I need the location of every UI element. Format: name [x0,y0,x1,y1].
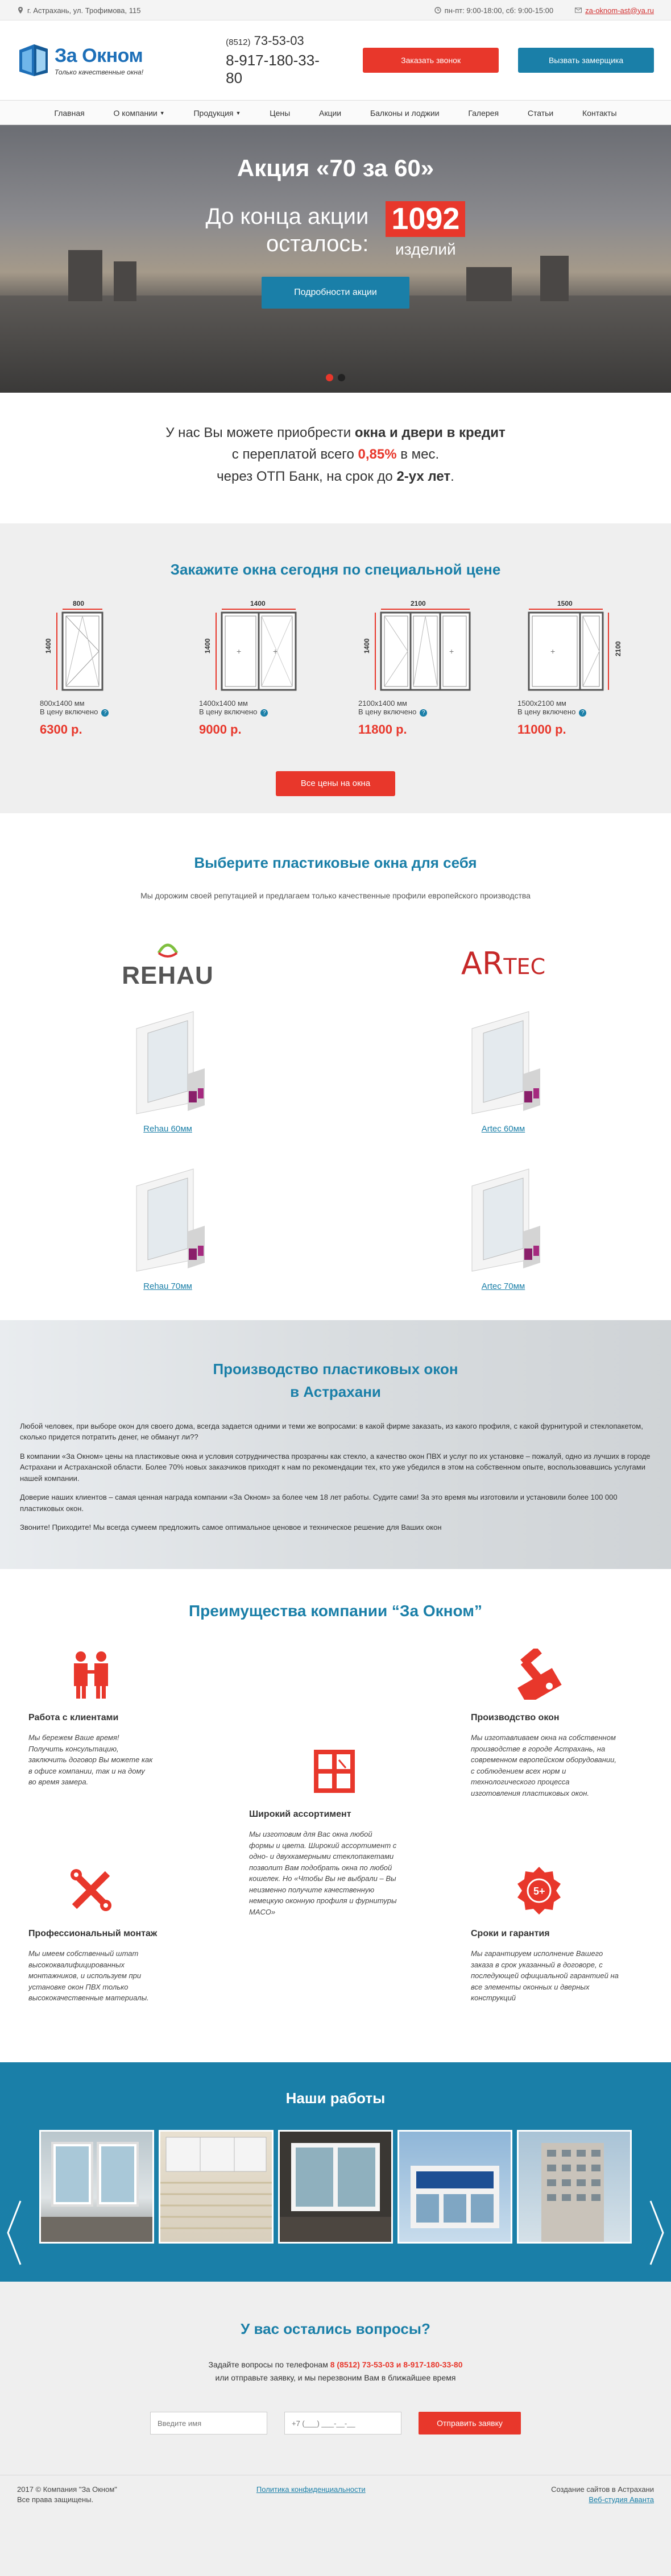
production-section [0,1320,671,1569]
rehau-logo: REHAU [54,932,281,994]
footer [0,2475,671,2576]
advantage-assortment: Широкий ассортимент Мы изготовим для Вас окна любой формы и цвета. Широкий ассортимент с одно- и двухкамерными стеклопакетами позволит Вам подобрать окна по любой кошелек. Но «Чтобы Вы не выбрали – Вы неизменно получите качественную немецкую оконную профиля и фурнитуры MACO» [249,1745,397,1917]
profile-link-rehau-70[interactable]: Rehau 70мм [143,1281,192,1291]
promo-counter: 1092 [386,201,465,237]
choose-title: Выберите пластиковые окна для себя [194,854,477,871]
privacy-policy-link[interactable]: Политика конфиденциальности [256,2485,366,2494]
location-pin-icon [17,7,24,14]
window-2-leaf-icon [199,599,313,696]
advantages-title: Преимущества компании “За Окном” [189,1602,482,1620]
email-link[interactable] [575,6,654,15]
svg-text:2100: 2100 [411,600,426,607]
offer-price: 11800 р. [358,722,407,736]
advantage-production: Производство окон Мы изготавливаем окна на собственном производстве в городе Астрахань, на современном европейском оборудовании, с соблюдением всех норм и технологического процесса изготовления пластиковых окон. [471,1649,619,1799]
window-logo-icon [17,42,50,78]
chevron-right-icon[interactable] [648,2199,665,2267]
send-request-button[interactable]: Отправить заявку [419,2412,521,2434]
clock-icon [434,7,441,14]
phone-code: (8512) [226,38,251,47]
nav-home[interactable]: Главная [54,109,85,118]
phone-1[interactable]: 73-53-03 [254,34,304,48]
rehau-swoosh-icon [156,937,179,960]
window-1-leaf-icon [40,599,154,696]
copyright: 2017 © Компания "За Окном" Все права защищены. [17,2485,117,2504]
info-icon[interactable]: ? [579,709,586,717]
name-input[interactable] [150,2412,267,2434]
svg-text:1500: 1500 [557,600,573,607]
caret-down-icon: ▼ [235,110,241,116]
works-title: Наши работы [285,2090,386,2107]
profile-image [54,1006,281,1120]
offer-card[interactable]: 1500 2100 + 1500x2100 мм В цену включено ? 11000 р. [517,599,631,737]
svg-text:+: + [550,647,556,656]
profile-link-rehau-60[interactable]: Rehau 60мм [143,1124,192,1134]
svg-text:1400: 1400 [363,638,371,654]
promo-title: Акция «70 за 60» [237,155,434,181]
developer-link[interactable]: Веб-студия Аванта [589,2495,654,2504]
call-measurer-button[interactable]: Вызвать замерщика [518,48,654,73]
window-3-leaf-icon [358,599,472,696]
slider-dot-active[interactable] [326,374,333,381]
svg-text:800: 800 [73,600,85,607]
nav-products[interactable]: Продукция ▼ [193,109,241,118]
order-call-button[interactable]: Заказать звонок [363,48,499,73]
svg-text:+: + [237,647,242,656]
handshake-icon [68,1649,114,1700]
profile-image [390,1006,617,1120]
promo-counter-units: изделий [395,240,456,259]
offer-price: 6300 р. [40,722,82,736]
svg-text:+: + [449,647,454,656]
questions-section: У вас остались вопросы? Задайте вопросы по телефонам 8 (8512) 73-53-03 и 8-917-180-33-80 или отправьте заявку, и мы перезвоним Вам в ближайшее время Введите имя +7 (___) ___-__-__ Отправить заявку [0,2282,671,2475]
svg-text:2100: 2100 [614,641,622,656]
header [0,20,671,100]
advantage-warranty: 5+ Сроки и гарантия Мы гарантируем исполнение Вашего заказа в срок указанный в договоре, с последующей официальной гарантией на все элементы оконных и дверных конструкций [471,1865,619,2004]
gallery-photo[interactable] [159,2130,274,2244]
choose-profiles-section [0,813,671,1320]
offer-price: 9000 р. [199,722,242,736]
window-balcony-door-icon [517,599,631,696]
tools-icon [68,1865,114,1916]
works-section [0,2062,671,2282]
gallery-photo[interactable] [397,2130,512,2244]
profile-link-artec-60[interactable]: Artec 60мм [481,1124,525,1134]
phones [226,34,331,87]
artec-logo: ARTEC [461,945,546,981]
logo[interactable] [17,42,175,78]
svg-text:5+: 5+ [533,1886,545,1897]
special-prices-section [0,523,671,813]
topbar [0,0,671,20]
credit-offer: У нас Вы можете приобрести окна и двери в кредит с переплатой всего 0,85% в мес. через ОТП Банк, на срок до 2-ух лет. [165,425,506,484]
caret-down-icon: ▼ [159,110,165,116]
warranty-badge-icon [516,1865,562,1916]
logo-title: За Окном [55,44,143,66]
offer-price: 11000 р. [517,722,566,736]
promo-until: До конца акции осталось: [205,203,369,256]
gallery-photo[interactable] [39,2130,154,2244]
developer-credit: Создание сайтов в Астрахани Веб-студия Аванта [551,2485,654,2504]
main-nav [0,100,671,125]
nav-about[interactable]: О компании ▼ [113,109,165,118]
offer-size: 1400x1400 мм [199,699,248,708]
offer-size: 800x1400 мм [40,699,85,708]
svg-text:1400: 1400 [44,638,52,654]
nav-gallery[interactable]: Галерея [468,109,499,118]
phone-2[interactable]: 8-917-180-33-80 [226,52,320,86]
production-title: Производство пластиковых окон в Астрахани [213,1360,458,1401]
brand-artec [390,932,617,1291]
production-text: Любой человек, при выборе окон для своего дома, всегда задается одними и теми же вопросами: в какой фирме заказать, из какого профиля, с какой фурнитурой и стеклопакетом, сколько придется потратить денег, не обманут ли?? В компании «За Окном» цены на пластиковые окна и условия сотрудничества прозрачны как стекло, а качество окон ПВХ и услуг по их установке – пожалуй, одно из лучших в городе Астрахани и Астраханской области. Более 70% новых заказчиков приходят к нам по рекомендации тех, кто уже убедился в этом на собственном опыте, воспользовавшись услугами нашей компании. Доверие наших клиентов – самая ценная награда компании «За Окном» за более чем 18 лет работы. Судите сами! За это время мы изготовили и установили более 100 000 пластиковых окон. Звоните! Приходите! Мы всегда сумеем предложить самое оптимальное ценовое и техническое решение для Ваших окон [20,1421,651,1532]
advantage-installation: Профессиональный монтаж Мы имеем собственный штат высококвалифицированных монтажников, и используем при установке окон ПВХ только высококачественные материалы. [28,1865,176,2004]
nav-prices[interactable]: Цены [270,109,291,118]
profile-link-artec-70[interactable]: Artec 70мм [481,1281,525,1291]
offer-card[interactable]: 1400 1400 + + 1400x1400 мм В цену включено ? 9000 р. [199,599,313,737]
profile-image [390,1163,617,1277]
callback-form [0,2412,671,2434]
nav-contacts[interactable]: Контакты [582,109,617,118]
info-icon[interactable]: ? [260,709,268,717]
chevron-left-icon[interactable] [6,2199,23,2267]
questions-title: У вас остались вопросы? [241,2320,430,2337]
phone-input[interactable] [284,2412,401,2434]
address [17,6,140,15]
nav-balconies[interactable]: Балконы и лоджии [370,109,440,118]
info-icon[interactable]: ? [420,709,427,717]
email-text[interactable]: za-oknom-ast@ya.ru [585,6,654,15]
gallery-photo[interactable] [278,2130,393,2244]
hours-text: пн-пт: 9:00-18:00, сб: 9:00-15:00 [444,6,554,15]
special-title: Закажите окна сегодня по специальной цене [170,561,501,578]
brand-rehau [54,932,281,1291]
svg-text:1400: 1400 [250,600,266,607]
address-text: г. Астрахань, ул. Трофимова, 115 [27,6,141,15]
offer-size: 1500x2100 мм [517,699,566,708]
promo-details-button[interactable]: Подробности акции [262,277,409,309]
work-hours [434,6,553,15]
profile-image [54,1163,281,1277]
hammer-icon [516,1649,562,1700]
svg-text:1400: 1400 [204,638,212,654]
advantage-clients: Работа с клиентами Мы бережем Ваше время! Получить консультацию, заключить договор Вы можете как в офисе компании, так и на дому во время замера. [28,1649,176,1788]
info-icon[interactable]: ? [101,709,109,717]
nav-promotions[interactable]: Акции [319,109,342,118]
logo-slogan: Только качественные окна! [55,68,144,76]
slider-dot[interactable] [338,374,345,381]
nav-articles[interactable]: Статьи [527,109,554,118]
svg-text:+: + [273,647,278,656]
advantages-section [0,1569,671,2062]
hero-slider [0,125,671,393]
offer-card[interactable]: 2100 1400 + 2100x1400 мм В цену включено ? 11800 р. [358,599,472,737]
gallery-photo[interactable] [517,2130,632,2244]
offer-size: 2100x1400 мм [358,699,407,708]
mail-icon [575,7,582,14]
offer-card[interactable]: 800 1400 800x1400 мм В цену включено ? 6300 р. [40,599,154,737]
all-prices-button[interactable]: Все цены на окна [276,771,395,796]
window-frame-icon [312,1745,357,1796]
choose-subtitle: Мы дорожим своей репутацией и предлагаем только качественные профили европейского производства [140,891,531,900]
